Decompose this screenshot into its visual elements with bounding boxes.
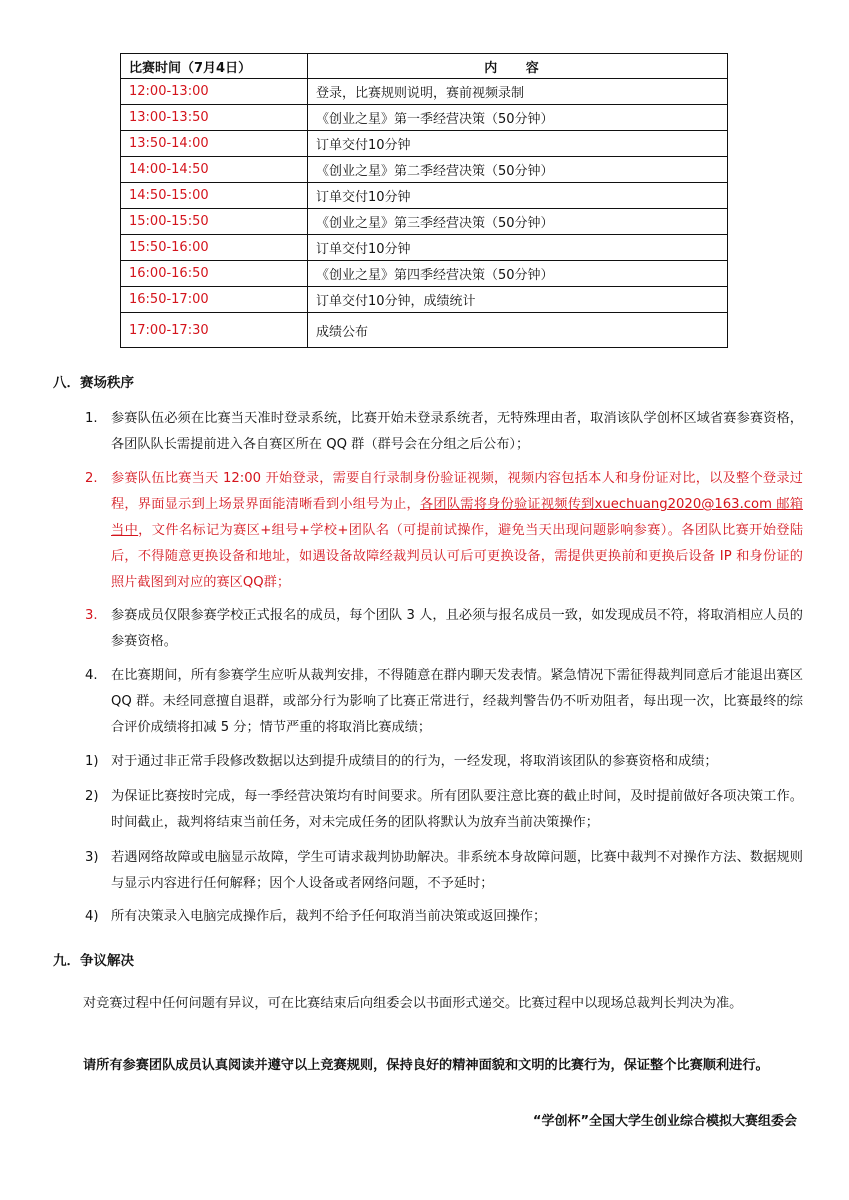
schedule-time: 16:50-17:00: [121, 287, 308, 313]
schedule-row: [121, 313, 728, 348]
schedule-time: 12:00-13:00: [121, 79, 308, 105]
section-9-title: 九．争议解决: [53, 953, 134, 969]
schedule-row: [121, 105, 728, 131]
schedule-header-row: [121, 54, 728, 79]
rule-subitem-3: [85, 845, 803, 897]
rule-item-3: [85, 603, 803, 655]
rule-text: 对于通过非正常手段修改数据以达到提升成绩目的的行为，一经发现，将取消该团队的参赛资格和成绩；: [111, 754, 718, 769]
rule-text-part-b: 各团队需将身份验证视频传到xuechuang2020@163.com 邮箱当中: [111, 497, 803, 538]
schedule-time: 13:50-14:00: [121, 131, 308, 157]
schedule-time: 14:50-15:00: [121, 183, 308, 209]
rule-item-1: [85, 406, 803, 458]
schedule-time: 15:50-16:00: [121, 235, 308, 261]
schedule-content: 订单交付10分钟: [308, 131, 728, 157]
rule-subitem-4: [85, 904, 803, 930]
dispute-paragraph: 对竞赛过程中任何问题有异议，可在比赛结束后向组委会以书面形式递交。比赛过程中以现场总裁判长判决为准。: [83, 996, 743, 1011]
rule-item-4: [85, 663, 803, 741]
schedule-row: [121, 235, 728, 261]
rule-number: 3.: [85, 608, 98, 623]
schedule-content: 《创业之星》第三季经营决策（50分钟）: [308, 209, 728, 235]
schedule-row: [121, 209, 728, 235]
header-content: 内 容: [308, 54, 728, 79]
schedule-row: [121, 131, 728, 157]
header-time: 比赛时间（7月4日）: [121, 54, 308, 79]
schedule-row: [121, 157, 728, 183]
rule-number: 2.: [85, 471, 98, 486]
schedule-row: [121, 183, 728, 209]
rule-item-2: [85, 466, 803, 596]
rule-number: 4): [85, 909, 99, 924]
schedule-content: 订单交付10分钟，成绩统计: [308, 287, 728, 313]
schedule-body: [121, 79, 728, 348]
schedule-time: 16:00-16:50: [121, 261, 308, 287]
schedule-row: [121, 287, 728, 313]
schedule-content: 订单交付10分钟: [308, 235, 728, 261]
schedule-content: 订单交付10分钟: [308, 183, 728, 209]
rule-subitem-2: [85, 784, 803, 836]
schedule-time: 17:00-17:30: [121, 313, 308, 348]
rule-subitem-1: [85, 749, 803, 775]
schedule-row: [121, 79, 728, 105]
schedule-time: 13:00-13:50: [121, 105, 308, 131]
rule-text: 参赛队伍必须在比赛当天准时登录系统，比赛开始未登录系统者，无特殊理由者，取消该队学创杯区域省赛参赛资格，各团队队长需提前进入各自赛区所在 QQ 群（群号会在分组之后公布）；: [111, 411, 803, 452]
closing-paragraph: 请所有参赛团队成员认真阅读并遵守以上竞赛规则，保持良好的精神面貌和文明的比赛行为，保证整个比赛顺利进行。: [83, 1058, 769, 1073]
schedule-time: 15:00-15:50: [121, 209, 308, 235]
rule-text: 参赛成员仅限参赛学校正式报名的成员，每个团队 3 人，且必须与报名成员一致，如发现成员不符，将取消相应人员的参赛资格。: [111, 608, 803, 649]
rule-number: 1.: [85, 411, 98, 426]
schedule-content: 《创业之星》第二季经营决策（50分钟）: [308, 157, 728, 183]
rule-text-part-a: 参赛队伍比赛当天 12:00 开始登录，需要自行录制身份验证视频，视频内容包括本人和身份证对比，以及整个登录过程，界面显示到上场景界面能清晰看到小组号为止，: [111, 471, 803, 512]
rule-text: 在比赛期间，所有参赛学生应听从裁判安排，不得随意在群内聊天发表情。紧急情况下需征得裁判同意后才能退出赛区 QQ 群。未经同意擅自退群，或部分行为影响了比赛正常进行，经裁判警告仍不听劝阻者，每出现一次，比赛最终的综合评价成绩将扣减 5 分；情节严重的将取消比赛成绩；: [111, 668, 803, 735]
rule-text: 所有决策录入电脑完成操作后，裁判不给予任何取消当前决策或返回操作；: [111, 909, 547, 924]
rule-text: 为保证比赛按时完成，每一季经营决策均有时间要求。所有团队要注意比赛的截止时间，及时提前做好各项决策工作。时间截止，裁判将结束当前任务，对未完成任务的团队将默认为放弃当前决策操作；: [111, 789, 803, 830]
rule-number: 2): [85, 789, 99, 804]
schedule-content: 《创业之星》第一季经营决策（50分钟）: [308, 105, 728, 131]
rule-number: 1): [85, 754, 99, 769]
schedule-content: 登录，比赛规则说明，赛前视频录制: [308, 79, 728, 105]
schedule-content: 《创业之星》第四季经营决策（50分钟）: [308, 261, 728, 287]
rule-text: 若遇网络故障或电脑显示故障，学生可请求裁判协助解决。非系统本身故障问题，比赛中裁判不对操作方法、数据规则与显示内容进行任何解释；因个人设备或者网络问题，不予延时；: [111, 850, 803, 891]
schedule-table: [120, 53, 728, 348]
schedule-content: 成绩公布: [308, 313, 728, 348]
rule-text: [111, 466, 803, 596]
section-8-title: 八．赛场秩序: [53, 375, 134, 391]
schedule-time: 14:00-14:50: [121, 157, 308, 183]
rule-number: 3): [85, 850, 99, 865]
schedule-row: [121, 261, 728, 287]
rule-number: 4.: [85, 668, 98, 683]
signature: “学创杯”全国大学生创业综合模拟大赛组委会: [532, 1114, 797, 1129]
rule-text-part-c: ，文件名标记为赛区+组号+学校+团队名（可提前试操作，避免当天出现问题影响参赛）。各团队比赛开始登陆后，不得随意更换设备和地址，如遇设备故障经裁判员认可后可更换设备，需提供更换前和更换后设备 IP 和身份证的照片截图到对应的赛区QQ群；: [111, 523, 804, 590]
